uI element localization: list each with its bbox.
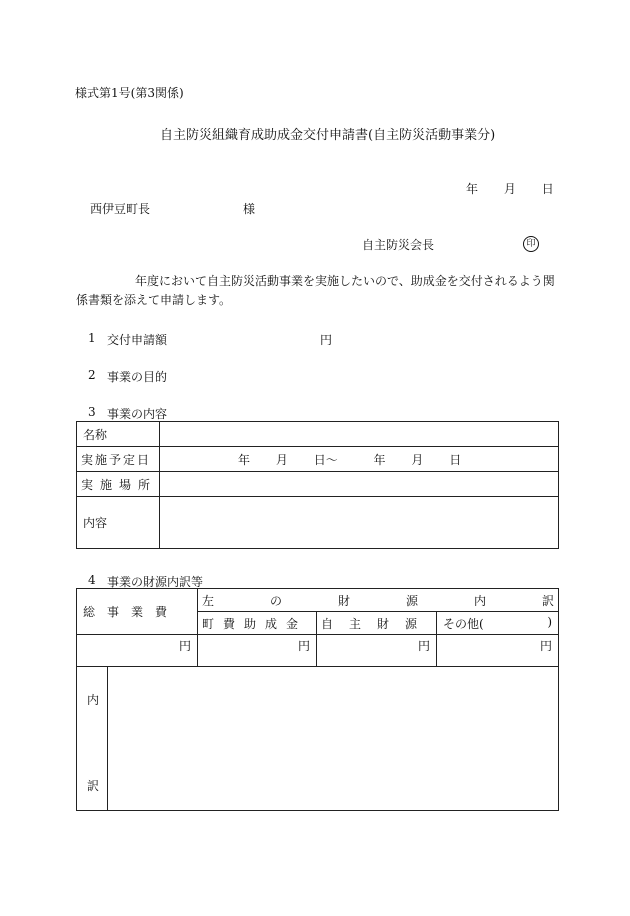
table-row — [77, 589, 559, 612]
section-3-number: 3 — [88, 405, 96, 419]
other-funding-header-cell — [437, 612, 559, 635]
self-funding-header: 自主財源 — [321, 616, 434, 631]
self-funding-yen: 円 — [418, 639, 431, 653]
section-2-number: 2 — [88, 368, 96, 382]
total-cost-label: 総事業費 — [83, 605, 180, 619]
funding-breakdown-table — [76, 588, 611, 811]
town-subsidy-header: 町費助成金 — [202, 616, 308, 631]
content-label: 内容 — [83, 516, 108, 530]
table-row — [77, 447, 559, 472]
total-cost-yen: 円 — [179, 639, 192, 653]
total-cost-value-cell[interactable] — [77, 635, 198, 667]
table-row — [77, 422, 559, 447]
self-funding-value-cell[interactable] — [317, 635, 437, 667]
event-content-table — [76, 421, 559, 549]
breakdown-header-cell — [198, 589, 611, 612]
section-4-label: 事業の財源内訳等 — [107, 575, 204, 589]
detail-value-cell[interactable] — [108, 667, 559, 811]
document-title: 自主防災組織育成助成金交付申請書(自主防災活動事業分) — [160, 128, 496, 143]
self-funding-header-cell — [317, 612, 437, 635]
section-1-label: 交付申請額 — [107, 333, 168, 347]
town-subsidy-header-cell — [198, 612, 317, 635]
table-row — [77, 497, 559, 549]
form-number: 様式第1号(第3関係) — [75, 86, 184, 100]
date-day: 日 — [541, 182, 554, 196]
table-row — [77, 472, 559, 497]
schedule-start-day: 日～ — [313, 452, 338, 467]
other-funding-yen: 円 — [540, 639, 553, 653]
schedule-value-cell[interactable] — [160, 447, 559, 472]
section-1-number: 1 — [88, 331, 96, 345]
schedule-label-cell — [77, 447, 160, 472]
body-text-line-2: 係書類を添えて申請します。 — [76, 293, 232, 307]
schedule-label: 実施予定日 — [81, 452, 152, 467]
applicant-label: 自主防災会長 — [362, 238, 435, 252]
date-line — [466, 180, 554, 197]
table-row — [77, 635, 559, 667]
schedule-start-month: 月 — [275, 452, 288, 467]
town-subsidy-yen: 円 — [298, 639, 311, 653]
name-value-cell[interactable] — [160, 422, 559, 447]
date-year: 年 — [466, 182, 479, 196]
name-label-cell — [77, 422, 160, 447]
place-label: 実施場所 — [81, 477, 158, 492]
other-funding-value-cell[interactable] — [437, 635, 559, 667]
schedule-start-year: 年 — [238, 452, 251, 467]
section-1-unit: 円 — [320, 333, 333, 347]
place-label-cell — [77, 472, 160, 497]
place-value-cell[interactable] — [160, 472, 559, 497]
section-2-label: 事業の目的 — [107, 370, 168, 384]
addressee-name: 西伊豆町長 — [90, 202, 151, 216]
schedule-end-month: 月 — [411, 452, 424, 467]
detail-label-cell — [77, 667, 108, 811]
addressee-honorific: 様 — [243, 202, 256, 216]
content-label-cell — [77, 497, 160, 549]
other-funding-header — [437, 615, 558, 632]
content-value-cell[interactable] — [160, 497, 559, 549]
body-text-line-1: 年度において自主防災活動事業を実施したいので、助成金を交付されるよう関 — [135, 274, 555, 288]
schedule-end-year: 年 — [373, 452, 386, 467]
total-cost-label-cell — [77, 589, 198, 635]
date-month: 月 — [503, 182, 516, 196]
other-funding-open: その他( — [443, 616, 484, 631]
name-label: 名称 — [83, 427, 108, 442]
section-3-label: 事業の内容 — [107, 407, 168, 421]
schedule-end-day: 日 — [449, 452, 462, 467]
seal-icon: 印 — [523, 236, 539, 252]
detail-label-bottom: 訳 — [87, 779, 100, 793]
town-subsidy-value-cell[interactable] — [198, 635, 317, 667]
other-funding-close: ) — [547, 614, 553, 629]
table-row — [77, 667, 559, 811]
detail-label-top: 内 — [87, 693, 100, 707]
seal-mark — [523, 235, 539, 252]
section-4-number: 4 — [88, 573, 96, 587]
breakdown-header: 左の財源内訳 — [202, 593, 611, 608]
